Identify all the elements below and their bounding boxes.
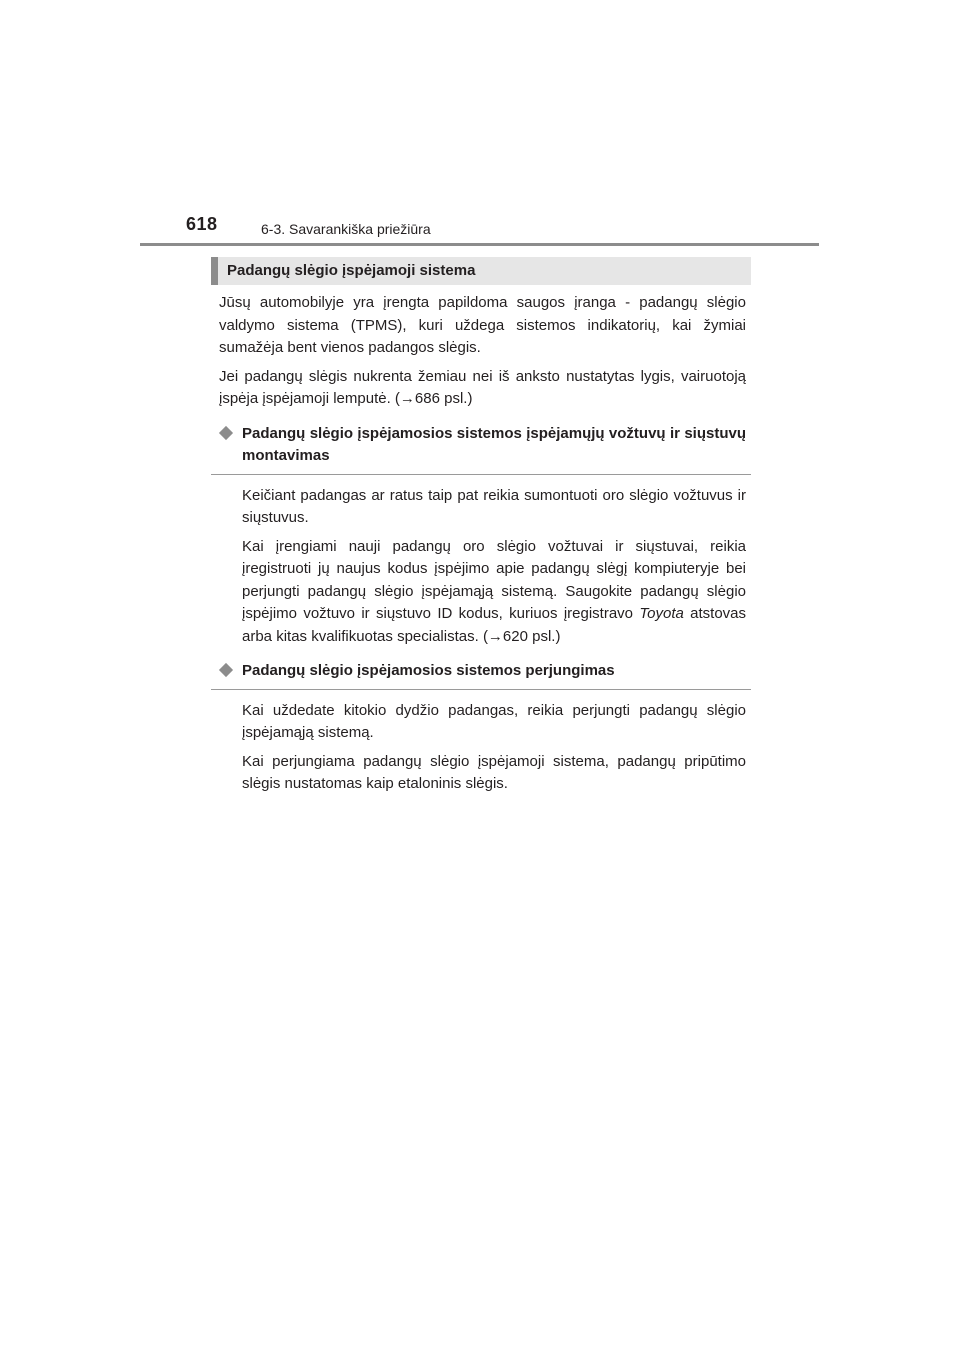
- page-number: 618: [186, 214, 218, 234]
- subsection-2-paragraph-1: Kai uždedate kitokio dydžio padangas, reikia perjungti padangų slėgio įspėjamąją sistemą.: [242, 701, 746, 741]
- subsection-2-paragraph-2: Kai perjungiama padangų slėgio įspėjamoji sistema, padangų pripūtimo slėgis nustatomas kaip etaloninis slėgis.: [242, 752, 746, 792]
- paragraph-text-before: Kai įrengiami nauji padangų oro slėgio vožtuvai ir siųstuvai, reikia įregistruoti jų naujus kodus įspėjimo apie padangų slėgį kompiuteryje bei perjungti padangų slėgio įspėjamąją sistemą. Saugokite padangų slėgio įspėjimo vožtuvo ir siųstuvo ID kodus, kuriuos įregistravo: [242, 537, 746, 622]
- subsection-1-body: [211, 485, 751, 649]
- section-heading: Padangų slėgio įspėjamoji sistema: [211, 257, 751, 285]
- subsection-1-paragraph-1: Keičiant padangas ar ratus taip pat reikia sumontuoti oro slėgio vožtuvus ir siųstuvus.: [242, 486, 746, 526]
- intro-paragraph-2: Jei padangų slėgis nukrenta žemiau nei iš anksto nustatytas lygis, vairuotoją įspėja įspėjamoji lemputė. (→686 psl.): [219, 367, 746, 407]
- subsection-1-heading: [211, 423, 751, 475]
- subsection-2-heading: [211, 660, 751, 690]
- paragraph-text-after: atstovas arba kitas kvalifikuotas specialistas. (→620 psl.): [242, 605, 747, 645]
- subsection-1-paragraph-2: [242, 536, 746, 649]
- subsection-2-body: [211, 700, 751, 796]
- subsection-1-title: Padangų slėgio įspėjamosios sistemos įspėjamųjų vožtuvų ir siųstuvų montavimas: [242, 424, 746, 464]
- intro-paragraph-1: Jūsų automobilyje yra įrengta papildoma saugos įranga - padangų slėgio valdymo sistema (TPMS), kuri uždega sistemos indikatorių, kai žymiai sumažėja bent vienos padangos slėgis.: [219, 294, 746, 356]
- brand-name: Toyota: [639, 605, 684, 622]
- subsection-2-title: Padangų slėgio įspėjamosios sistemos perjungimas: [242, 662, 615, 679]
- page-content: [211, 257, 751, 802]
- diamond-icon: [219, 663, 233, 677]
- header-divider: [140, 243, 819, 246]
- section-label: 6-3. Savarankiška priežiūra: [261, 221, 431, 237]
- diamond-icon: [219, 425, 233, 439]
- intro-block: [211, 292, 751, 411]
- page-header: [0, 0, 960, 250]
